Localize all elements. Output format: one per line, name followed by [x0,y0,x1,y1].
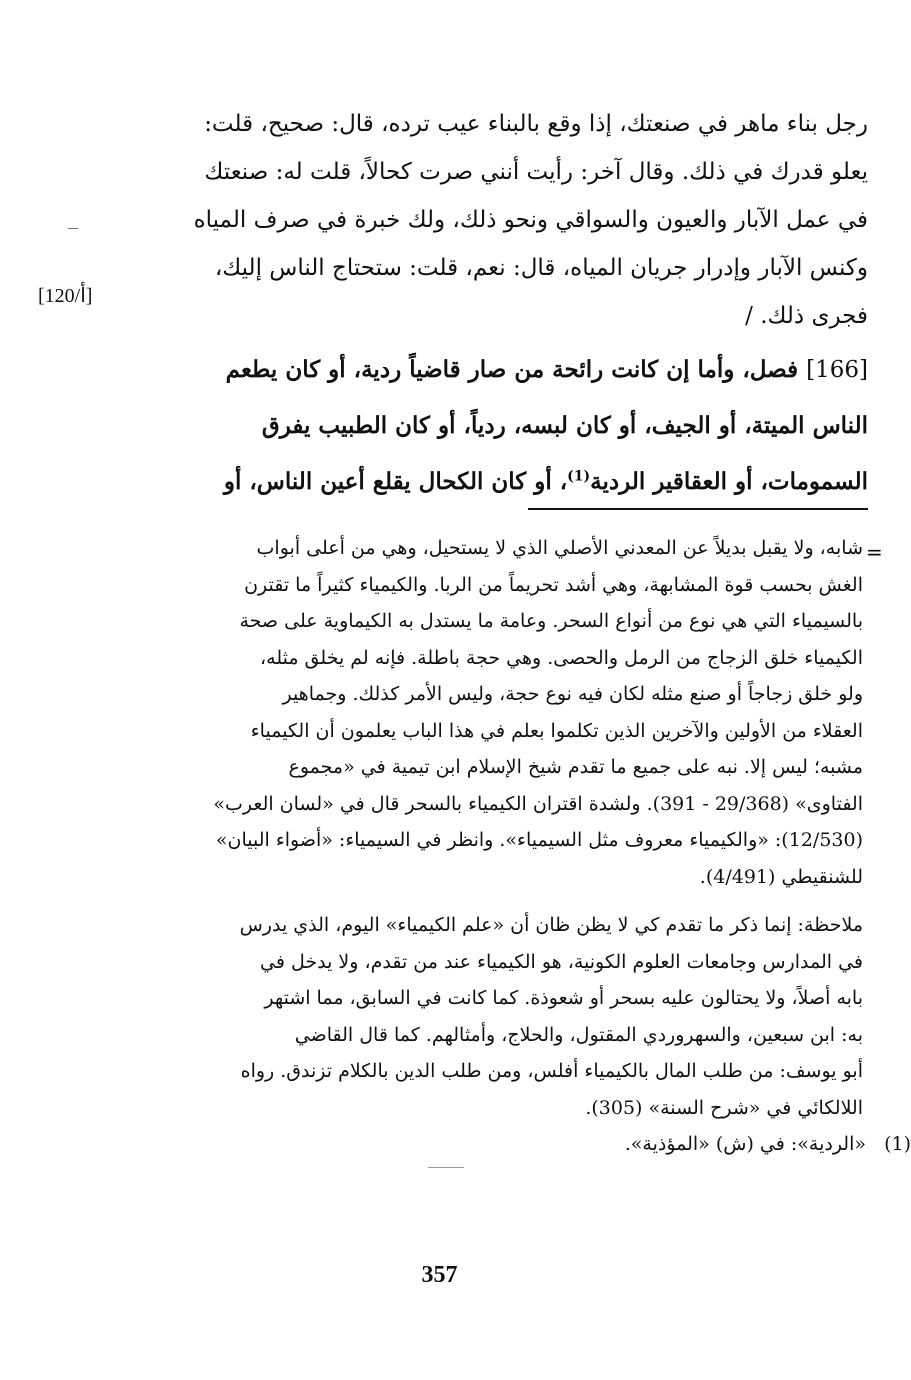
footnote-reference: (1) [567,468,591,485]
section-text: فصل، وأما إن كانت رائحة من صار قاضياً ردية، أو كان يطعم [225,356,799,383]
section-line [118,342,868,398]
footnote-line: الكيمياء خلق الزجاج من الرمل والحصى. وهي حجة باطلة. فإنه لم يخلق مثله، [260,646,863,669]
footnote-line: (12/530): «والكيمياء معروف مثل السيمياء». وانظر في السيمياء: «أضواء البيان» [215,829,863,851]
footnote-line: للشنقيطي (4/491). [699,865,863,888]
footnote-1 [118,1126,911,1163]
page-number: 357 [421,1262,458,1288]
footnote-text: «الردية»: في (ش) «المؤذية». [624,1133,867,1155]
footnotes [118,530,911,1163]
footnote-line: ولو خلق زجاجاً أو صنع مثله لكان فيه نوع حجة، وليس الأمر كذلك. وجماهير [282,683,863,705]
section-paragraph [118,342,868,510]
footnote-line: ملاحظة: إنما ذكر ما تقدم كي لا يظن ظان أن «علم الكيمياء» اليوم، الذي يدرس [239,914,863,936]
footnote-line: في المدارس وجامعات العلوم الكونية، هو الكيمياء عند من تقدم، ولا يدخل في [260,950,863,973]
footnote-number: (1) [884,1133,911,1155]
section-number: [166] [806,357,868,383]
main-line: وكنس الآبار وإدرار جريان المياه، قال: نعم، قلت: ستحتاج الناس إليك، [214,255,868,281]
margin-dash [68,228,78,229]
continuation-mark: = [866,540,883,564]
section-line: الناس الميتة، أو الجيف، أو كان لبسه، ردياً، أو كان الطبيب يفرق [261,412,868,439]
footnote-line: اللالكائي في «شرح السنة» (305). [585,1096,863,1119]
footnote-line: به: ابن سبعين، والسهروردي المقتول، والحلاج، وأمثالهم. كما قال القاضي [294,1023,863,1046]
footnote-line: بابه أصلاً، ولا يحتالون عليه بسحر أو شعوذة. كما كانت في السابق، مما اشتهر [264,987,863,1009]
footnote-line: شابه، ولا يقبل بديلاً عن المعدني الأصلي الذي لا يستحيل، وهي من أعلى أبواب [256,537,863,559]
section-line [118,454,868,510]
main-line: في عمل الآبار والعيون والسواقي ونحو ذلك، ولك خبرة في صرف المياه [193,207,868,233]
faint-mark [428,1167,464,1168]
footnote-line: بالسيمياء التي هي نوع من أنواع السحر. وعامة ما يستدل به الكيماوية على صحة [239,610,863,632]
footnote-line: أبو يوسف: من طلب المال بالكيمياء أفلس، ومن طلب الدين بالكلام تزندق. رواه [240,1060,863,1082]
main-line: يعلو قدرك في ذلك. وقال آخر: رأيت أنني صرت كحالاً، قلت له: صنعتك [204,159,868,185]
footnote-line: مشبه؛ ليس إلا. نبه على جميع ما تقدم شيخ الإسلام ابن تيمية في «مجموع [288,756,863,778]
section-text: ، أو كان الكحال يقلع أعين الناس، أو [223,468,568,495]
manuscript-folio-reference: [120/أ] [38,285,93,307]
main-line: رجل بناء ماهر في صنعتك، إذا وقع بالبناء عيب ترده، قال: صحيح، قلت: [204,111,868,137]
footnote-separator [528,508,868,510]
section-text: السمومات، أو العقاقير الردية [590,468,868,495]
footnote-line: العقلاء من الأولين والآخرين الذين تكلموا بعلم في هذا الباب يعلمون أن الكيمياء [250,719,863,742]
main-line: فجرى ذلك. / [745,303,868,329]
footnote-line: الفتاوى» (29/368 - 391). ولشدة اقتران الكيمياء بالسحر قال في «لسان العرب» [213,792,863,815]
footnote-line: الغش بحسب قوة المشابهة، وهي أشد تحريماً من الربا. والكيمياء كثيراً ما تقترن [244,573,863,596]
main-text [118,100,868,340]
